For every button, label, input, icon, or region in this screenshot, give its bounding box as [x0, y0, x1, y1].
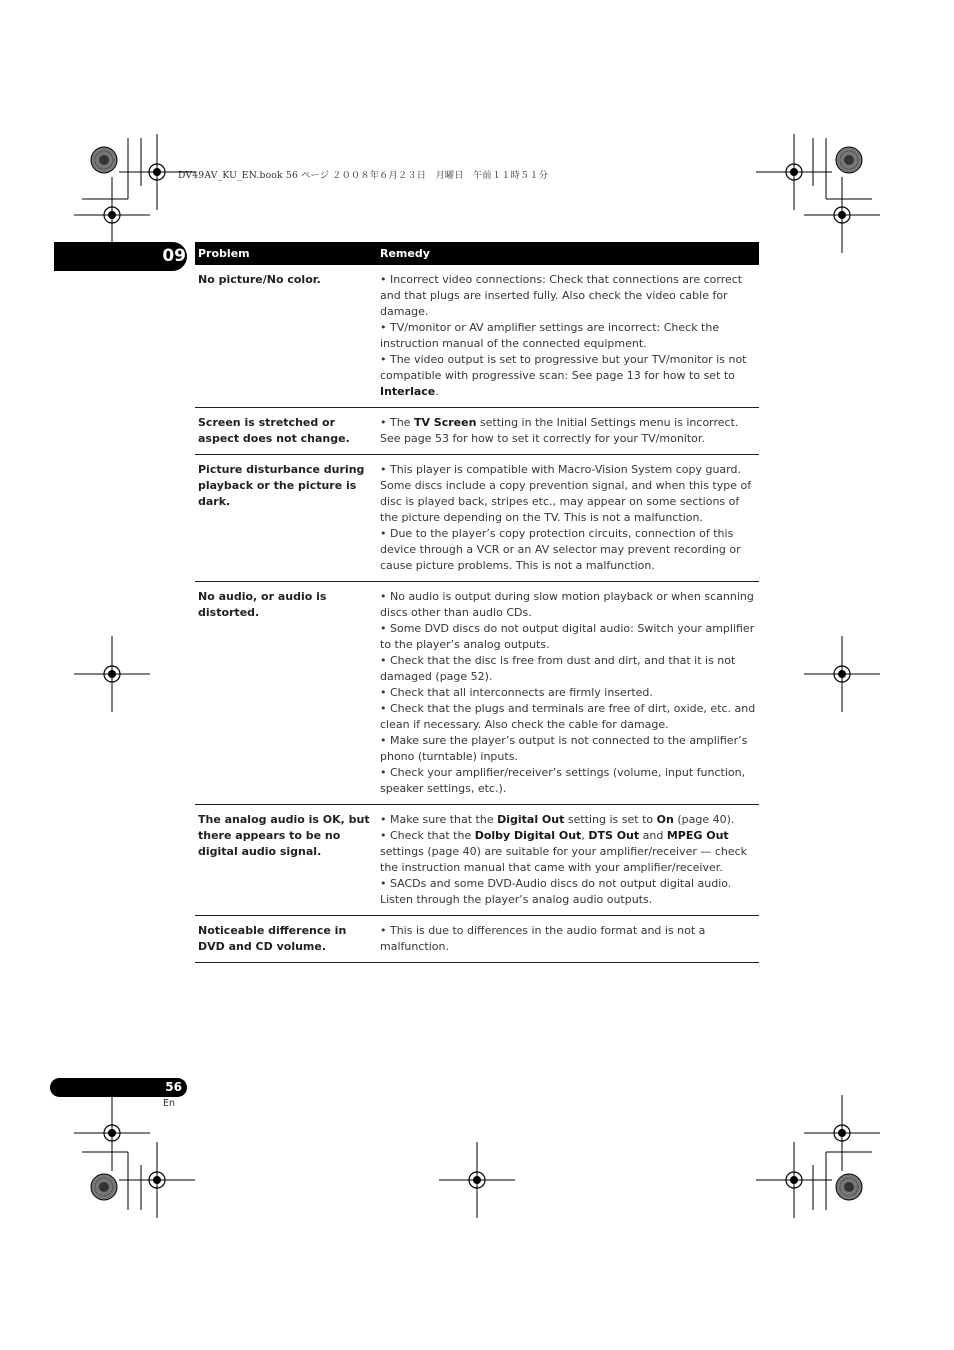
remedy-setting-name: On [656, 813, 674, 826]
remedy-text: • Check that the plugs and terminals are free of dirt, oxide, etc. and clean if necessary. Also check the cable for damage. [380, 702, 756, 731]
crop-mark-bottom-center [439, 1142, 515, 1218]
problem-cell: The analog audio is OK, but there appears to be no digital audio signal. [195, 805, 377, 916]
crop-mark-bottom-right [756, 1095, 880, 1218]
print-info: DV49AV_KU_EN.book 56 ページ ２００８年６月２３日 月曜日 午前１１時５１分 [178, 170, 549, 181]
remedy-setting-name: TV Screen [413, 416, 477, 429]
remedy-setting-name: DTS Out [588, 829, 640, 842]
page-number: 56 [165, 1080, 182, 1094]
crop-mark-top-left [74, 134, 195, 253]
remedy-text: • This is due to differences in the audio format and is not a malfunction. [380, 924, 706, 953]
remedy-text: • Check that the [380, 829, 475, 842]
remedy-text: • Check your amplifier/receiver’s settings (volume, input function, speaker settings, etc.). [380, 766, 746, 795]
problem-cell: Noticeable difference in DVD and CD volume. [195, 916, 377, 963]
remedy-text: and [639, 829, 667, 842]
remedy-setting-name: Interlace [380, 385, 436, 398]
crop-mark-bottom-left [74, 1095, 195, 1218]
remedy-text: setting in the Initial Settings menu is incorrect. See page 53 for how to set it correctly for your TV/monitor. [380, 416, 739, 445]
problem-cell: No audio, or audio is distorted. [195, 582, 377, 805]
remedy-text: • The video output is set to progressive but your TV/monitor is not compatible with progressive scan: See page 13 for how to set to [380, 353, 747, 382]
remedy-text: • The [380, 416, 414, 429]
remedy-text: • Incorrect video connections: Check that connections are correct and that plugs are inserted fully. Also check the video cable for damage. [380, 273, 743, 318]
remedy-text: • Make sure the player’s output is not connected to the amplifier’s phono (turntable) inputs. [380, 734, 748, 763]
remedy-text: • Some DVD discs do not output digital audio: Switch your amplifier to the player’s analog outputs. [380, 622, 755, 651]
remedy-text: , [581, 829, 589, 842]
remedy-text: • Check that all interconnects are firmly inserted. [380, 686, 653, 699]
crop-mark-mid-right [804, 636, 880, 712]
remedy-text: • Due to the player’s copy protection circuits, connection of this device through a VCR or an AV selector may prevent recording or cause picture problems. This is not a malfunction. [380, 527, 741, 572]
remedy-text: • SACDs and some DVD-Audio discs do not output digital audio. Listen through the player’s analog audio outputs. [380, 877, 732, 906]
remedy-text: • Make sure that the [380, 813, 498, 826]
remedy-text: • TV/monitor or AV amplifier settings are incorrect: Check the instruction manual of the connected equipment. [380, 321, 720, 350]
remedy-setting-name: Digital Out [497, 813, 565, 826]
remedy-text: • This player is compatible with Macro-Vision System copy guard. Some discs include a copy prevention signal, and when this type of disc is played back, stripes etc., may appear on some sections of the picture depending on the TV. This is not a malfunction. [380, 463, 752, 524]
remedy-text: • Check that the disc is free from dust and dirt, and that it is not damaged (page 52). [380, 654, 736, 683]
remedy-text: setting is set to [564, 813, 657, 826]
remedy-text: (page 40). [673, 813, 735, 826]
language-label: En [163, 1098, 176, 1109]
crop-mark-mid-left [74, 636, 150, 712]
remedy-text: • No audio is output during slow motion playback or when scanning discs other than audio CDs. [380, 590, 754, 619]
remedy-text: . [435, 385, 439, 398]
problem-cell: Screen is stretched or aspect does not change. [195, 408, 377, 455]
problem-cell: No picture/No color. [195, 265, 377, 408]
problem-cell: Picture disturbance during playback or the picture is dark. [195, 455, 377, 582]
remedy-setting-name: Dolby Digital Out [474, 829, 582, 842]
crop-mark-top-right [756, 134, 880, 253]
chapter-number: 09 [162, 246, 186, 266]
remedy-setting-name: MPEG Out [666, 829, 729, 842]
header-remedy: Remedy [377, 242, 759, 265]
remedy-text: settings (page 40) are suitable for your amplifier/receiver — check the instruction manual that came with your amplifier/receiver. [380, 845, 748, 874]
header-problem: Problem [195, 242, 377, 265]
